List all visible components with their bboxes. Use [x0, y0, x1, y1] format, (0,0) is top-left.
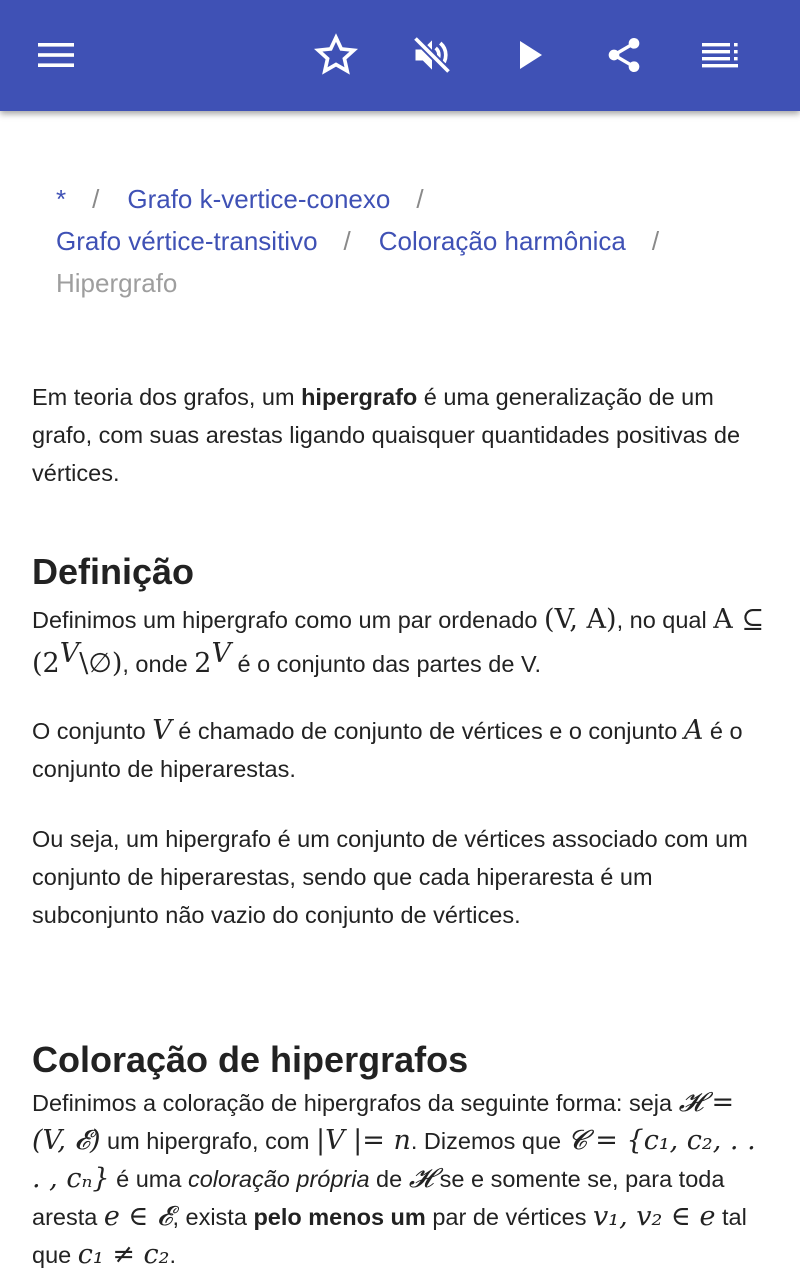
italic-term: coloração própria: [187, 1166, 370, 1192]
math: e ∈ 𝓔: [103, 1201, 173, 1232]
breadcrumb-current: Hipergrafo: [56, 268, 178, 298]
breadcrumb-item[interactable]: Grafo vértice-transitivo: [56, 226, 318, 256]
share-button[interactable]: [596, 27, 652, 83]
math-sup: V: [211, 638, 231, 669]
math: 𝓗: [408, 1163, 434, 1194]
text: par de vértices: [425, 1204, 593, 1230]
text: O conjunto: [32, 718, 153, 744]
math-part: A ⊆ (2: [32, 604, 764, 679]
text: , exista: [172, 1204, 254, 1230]
math-part: 2: [194, 648, 212, 679]
share-icon: [604, 35, 644, 75]
text: , no qual: [616, 607, 714, 633]
menu-button[interactable]: [28, 27, 84, 83]
math: v₁, v₂ ∈ e: [593, 1201, 716, 1232]
math: V: [152, 715, 172, 746]
breadcrumb-separator: /: [651, 226, 660, 256]
text: , onde: [122, 651, 195, 677]
math-sup: V: [59, 638, 80, 669]
mute-button[interactable]: [404, 27, 460, 83]
intro-paragraph: [32, 378, 768, 492]
math: |V |= n: [316, 1125, 411, 1156]
math: [194, 638, 231, 679]
math: c₁ ≠ c₂: [77, 1239, 170, 1270]
math: 𝓒 = {c₁, c₂, . . . , cₙ}: [32, 1125, 756, 1194]
text: é o conjunto de hiperarestas.: [32, 718, 743, 782]
text: Definimos a coloração de hipergrafos da seguinte forma: seja: [32, 1090, 679, 1116]
favorite-button[interactable]: [308, 27, 364, 83]
menu-icon: [36, 41, 76, 69]
text: é chamado de conjunto de vértices e o conjunto: [171, 718, 684, 744]
breadcrumb-separator: /: [416, 184, 424, 214]
breadcrumb: [56, 178, 756, 304]
text: é uma generalização de um grafo, com suas arestas ligando quaisquer quantidades positivas de vértices.: [32, 384, 741, 486]
text: é uma: [109, 1166, 188, 1192]
text: Em teoria dos grafos, um: [32, 384, 302, 410]
breadcrumb-item[interactable]: *: [56, 184, 67, 214]
play-button[interactable]: [502, 27, 558, 83]
definition-paragraph: [32, 598, 768, 686]
text: Definimos um hipergrafo como um par ordenado: [32, 607, 545, 633]
breadcrumb-item[interactable]: Grafo k-vertice-conexo: [127, 184, 391, 214]
play-icon: [515, 39, 545, 71]
math: (V, A): [544, 604, 617, 635]
article-body: [32, 378, 768, 1274]
text: . Dizemos que: [410, 1128, 568, 1154]
list-icon: [700, 41, 740, 69]
breadcrumb-separator: /: [92, 184, 100, 214]
math: 𝓗 = (V, 𝓔): [32, 1087, 735, 1156]
bold-term: pelo menos um: [253, 1204, 426, 1230]
text: de: [369, 1166, 409, 1192]
volume-off-icon: [410, 33, 454, 77]
star-outline-icon: [314, 33, 358, 77]
breadcrumb-item[interactable]: Coloração harmônica: [378, 226, 626, 256]
text: um hipergrafo, com: [100, 1128, 316, 1154]
section-heading: Coloração de hipergrafos: [32, 1039, 469, 1080]
app-bar: [0, 0, 800, 111]
math-part: \∅): [79, 648, 123, 679]
contents-button[interactable]: [692, 27, 748, 83]
bold-term: hipergrafo: [301, 384, 418, 410]
math: A: [683, 715, 704, 746]
definition-paragraph: Ou seja, um hipergrafo é um conjunto de vértices associado com um conjunto de hiperarestas, sendo que cada hiperaresta é um subconjunto não vazio do conjunto de vértices.: [32, 826, 748, 928]
text: se e somente se, para toda aresta: [32, 1166, 725, 1230]
text: .: [169, 1242, 176, 1268]
breadcrumb-separator: /: [343, 226, 351, 256]
text: é o conjunto das partes de V.: [230, 651, 542, 677]
text: tal que: [32, 1204, 747, 1268]
coloring-paragraph: [32, 1084, 768, 1274]
section-heading: Definição: [32, 551, 195, 592]
definition-paragraph: [32, 712, 768, 788]
